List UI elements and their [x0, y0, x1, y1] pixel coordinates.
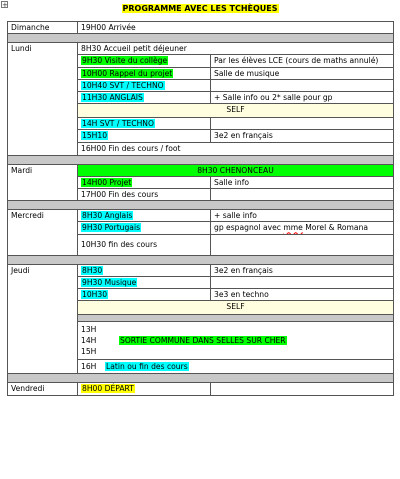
day-label-wednesday: Mercredi — [8, 210, 78, 255]
wednesday-portuguese: 9H30 Portugais — [82, 223, 141, 233]
separator-row — [8, 374, 394, 383]
table-row — [8, 383, 394, 395]
day-label-thursday: Jeudi — [8, 264, 78, 374]
monday-1510-note: 3e2 en français — [211, 130, 394, 142]
wednesday-end: 10H30 fin des cours — [78, 234, 211, 255]
thursday-16h: 16H — [81, 362, 97, 372]
thursday-outing: SORTIE COMMUNE DANS SELLES SUR CHER — [120, 336, 286, 346]
wednesday-english: 8H30 Anglais — [82, 211, 133, 221]
friday-departure: 8H00 DÉPART — [82, 384, 134, 394]
table-move-handle-icon[interactable]: + — [2, 1, 8, 9]
monday-english-note: + Salle info ou 2* salle pour gp — [211, 92, 394, 104]
thursday-latin: Latin ou fin des cours — [106, 362, 188, 372]
tuesday-end: 17H00 Fin des cours — [78, 189, 211, 201]
thursday-music: 9H30 Musique — [82, 277, 137, 287]
thursday-1030: 10H30 — [82, 290, 108, 300]
thursday-afternoon — [78, 322, 394, 360]
thursday-830: 8H30 — [82, 265, 103, 275]
monday-self: SELF — [78, 104, 394, 118]
separator-row — [8, 255, 394, 264]
monday-svt: 10H40 SVT / TECHNO — [82, 80, 164, 90]
table-row — [8, 264, 394, 276]
title-block — [0, 4, 400, 13]
day-label-sunday: Dimanche — [8, 22, 78, 34]
monday-1510: 15H10 — [82, 131, 108, 141]
wednesday-portuguese-note: gp espagnol avec mme Morel & Romana — [211, 222, 394, 234]
monday-english: 11H30 ANGLAIS — [82, 93, 143, 103]
wednesday-english-note: + salle info — [211, 210, 394, 222]
monday-recall-note: Salle de musique — [211, 67, 394, 79]
thursday-1030-note: 3e3 en techno — [211, 289, 394, 301]
thursday-self: SELF — [78, 301, 394, 315]
thursday-14h: 14H — [81, 336, 97, 346]
monday-breakfast: 8H30 Accueil petit déjeuner — [78, 43, 394, 55]
separator-row — [8, 201, 394, 210]
spelling-mark: mme — [283, 223, 303, 233]
monday-recall: 10H00 Rappel du projet — [82, 68, 173, 78]
sunday-arrival: 19H00 Arrivée — [78, 22, 394, 34]
day-label-tuesday: Mardi — [8, 164, 78, 201]
day-label-friday: Vendredi — [8, 383, 78, 395]
table-row — [8, 22, 394, 34]
table-row — [8, 164, 394, 176]
monday-svt2: 14H SVT / TECHNO — [82, 119, 154, 129]
thursday-15h: 15H — [81, 347, 97, 357]
program-table — [7, 21, 394, 396]
table-row — [8, 210, 394, 222]
separator-row — [8, 155, 394, 164]
tuesday-project-note: Salle info — [211, 176, 394, 188]
monday-visit: 9H30 Visite du collège — [82, 56, 168, 66]
tuesday-chenonceau: 8H30 CHENONCEAU — [78, 164, 394, 176]
page-title: PROGRAMME AVEC LES TCHÈQUES — [122, 4, 278, 13]
separator-row — [8, 34, 394, 43]
monday-visit-note: Par les élèves LCE (cours de maths annulé) — [211, 55, 394, 67]
thursday-13h: 13H — [81, 325, 97, 335]
monday-end: 16H00 Fin des cours / foot — [78, 142, 394, 155]
day-label-monday: Lundi — [8, 43, 78, 155]
table-row — [8, 43, 394, 55]
tuesday-project: 14H00 Projet — [82, 177, 132, 187]
thursday-830-note: 3e2 en français — [211, 264, 394, 276]
